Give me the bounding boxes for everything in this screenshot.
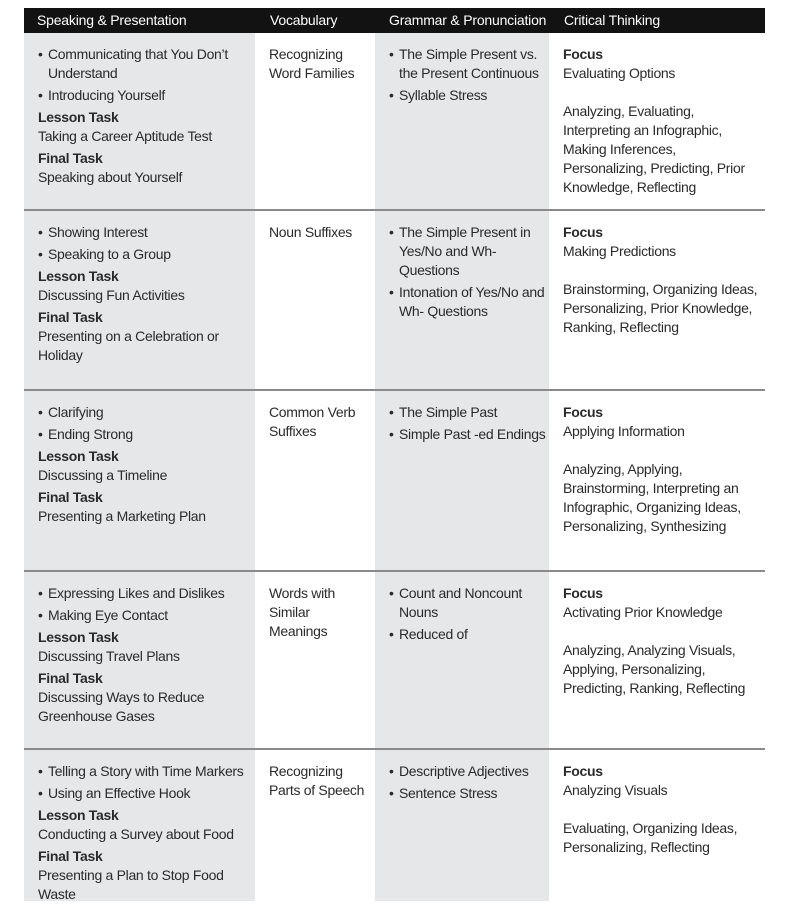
vocabulary-cell: Recognizing Parts of Speech [269, 763, 365, 798]
table-row [24, 750, 765, 901]
lesson-task-label: Lesson Task [38, 268, 119, 284]
skills-text: Analyzing, Evaluating, Interpreting an Infographic, Making Inferences, Personalizing, Predicting, Prior Knowledge, Reflecting [563, 103, 745, 195]
focus-text: Applying Information [563, 423, 685, 439]
header-vocabulary: Vocabulary [270, 12, 338, 28]
skills-text: Analyzing, Analyzing Visuals, Applying, Personalizing, Predicting, Ranking, Reflecting [563, 642, 746, 696]
focus-text: Making Predictions [563, 243, 676, 259]
scope-and-sequence-table [24, 8, 765, 901]
header-speaking: Speaking & Presentation [37, 12, 187, 28]
skills-text: Brainstorming, Organizing Ideas, Personalizing, Prior Knowledge, Ranking, Reflecting [563, 281, 758, 335]
critical-thinking-cell [563, 223, 763, 337]
grammar-bullet: • Descriptive Adjectives [389, 762, 549, 781]
final-task-text: Presenting on a Celebration or Holiday [38, 328, 219, 363]
table-header [24, 8, 765, 33]
grammar-cell [389, 223, 549, 324]
speaking-cell [38, 223, 248, 368]
speaking-bullet: • Showing Interest [38, 223, 248, 242]
vocabulary-cell: Words with Similar Meanings [269, 585, 335, 639]
final-task-label: Final Task [38, 670, 103, 686]
lesson-task-text: Discussing a Timeline [38, 467, 168, 483]
grammar-bullet: • Sentence Stress [389, 784, 549, 803]
lesson-task-label: Lesson Task [38, 109, 119, 125]
focus-text: Evaluating Options [563, 65, 676, 81]
speaking-bullet: • Expressing Likes and Dislikes [38, 584, 248, 603]
speaking-bullet: • Speaking to a Group [38, 245, 248, 264]
vocabulary-cell: Noun Suffixes [269, 224, 353, 240]
grammar-bullet: • The Simple Present vs. the Present Continuous [389, 45, 549, 83]
final-task-label: Final Task [38, 489, 103, 505]
speaking-bullet: • Telling a Story with Time Markers [38, 762, 248, 781]
vocabulary-cell: Recognizing Word Families [269, 46, 355, 81]
lesson-task-label: Lesson Task [38, 629, 119, 645]
speaking-cell [38, 45, 248, 190]
critical-thinking-cell [563, 45, 763, 197]
grammar-bullet: • Syllable Stress [389, 86, 549, 105]
final-task-text: Discussing Ways to Reduce Greenhouse Gases [38, 689, 205, 724]
table-row [24, 33, 765, 209]
header-grammar: Grammar & Pronunciation [389, 12, 547, 28]
lesson-task-text: Taking a Career Aptitude Test [38, 128, 212, 144]
grammar-bullet: • Intonation of Yes/No and Wh- Questions [389, 283, 549, 321]
table-row [24, 572, 765, 748]
critical-thinking-cell [563, 762, 763, 857]
table-row [24, 391, 765, 570]
focus-label: Focus [563, 763, 603, 779]
final-task-label: Final Task [38, 848, 103, 864]
grammar-bullet: • Simple Past -ed Endings [389, 425, 549, 444]
focus-label: Focus [563, 404, 603, 420]
critical-thinking-cell [563, 403, 763, 536]
header-critical-thinking: Critical Thinking [564, 12, 660, 28]
speaking-cell [38, 403, 248, 529]
speaking-bullet: • Using an Effective Hook [38, 784, 248, 803]
final-task-text: Speaking about Yourself [38, 169, 183, 185]
speaking-bullet: • Making Eye Contact [38, 606, 248, 625]
final-task-text: Presenting a Plan to Stop Food Waste [38, 867, 224, 901]
vocabulary-cell: Common Verb Suffixes [269, 404, 356, 439]
speaking-bullet: • Ending Strong [38, 425, 248, 444]
table-row [24, 211, 765, 389]
critical-thinking-cell [563, 584, 763, 698]
skills-text: Analyzing, Applying, Brainstorming, Interpreting an Infographic, Organizing Ideas, Personalizing, Synthesizing [563, 461, 741, 534]
grammar-cell [389, 403, 549, 447]
final-task-label: Final Task [38, 150, 103, 166]
lesson-task-label: Lesson Task [38, 448, 119, 464]
lesson-task-text: Discussing Fun Activities [38, 287, 185, 303]
focus-label: Focus [563, 224, 603, 240]
grammar-cell [389, 762, 549, 806]
final-task-text: Presenting a Marketing Plan [38, 508, 206, 524]
lesson-task-label: Lesson Task [38, 807, 119, 823]
grammar-cell [389, 584, 549, 647]
focus-text: Activating Prior Knowledge [563, 604, 723, 620]
speaking-bullet: • Clarifying [38, 403, 248, 422]
focus-label: Focus [563, 46, 603, 62]
speaking-bullet: • Introducing Yourself [38, 86, 248, 105]
skills-text: Evaluating, Organizing Ideas, Personalizing, Reflecting [563, 820, 738, 855]
lesson-task-text: Conducting a Survey about Food [38, 826, 234, 842]
grammar-bullet: • Count and Noncount Nouns [389, 584, 549, 622]
focus-text: Analyzing Visuals [563, 782, 668, 798]
focus-label: Focus [563, 585, 603, 601]
grammar-bullet: • Reduced of [389, 625, 549, 644]
final-task-label: Final Task [38, 309, 103, 325]
lesson-task-text: Discussing Travel Plans [38, 648, 180, 664]
grammar-bullet: • The Simple Past [389, 403, 549, 422]
speaking-bullet: • Communicating that You Don’t Understand [38, 45, 248, 83]
speaking-cell [38, 584, 248, 729]
grammar-bullet: • The Simple Present in Yes/No and Wh- Questions [389, 223, 549, 280]
speaking-cell [38, 762, 248, 901]
grammar-cell [389, 45, 549, 108]
